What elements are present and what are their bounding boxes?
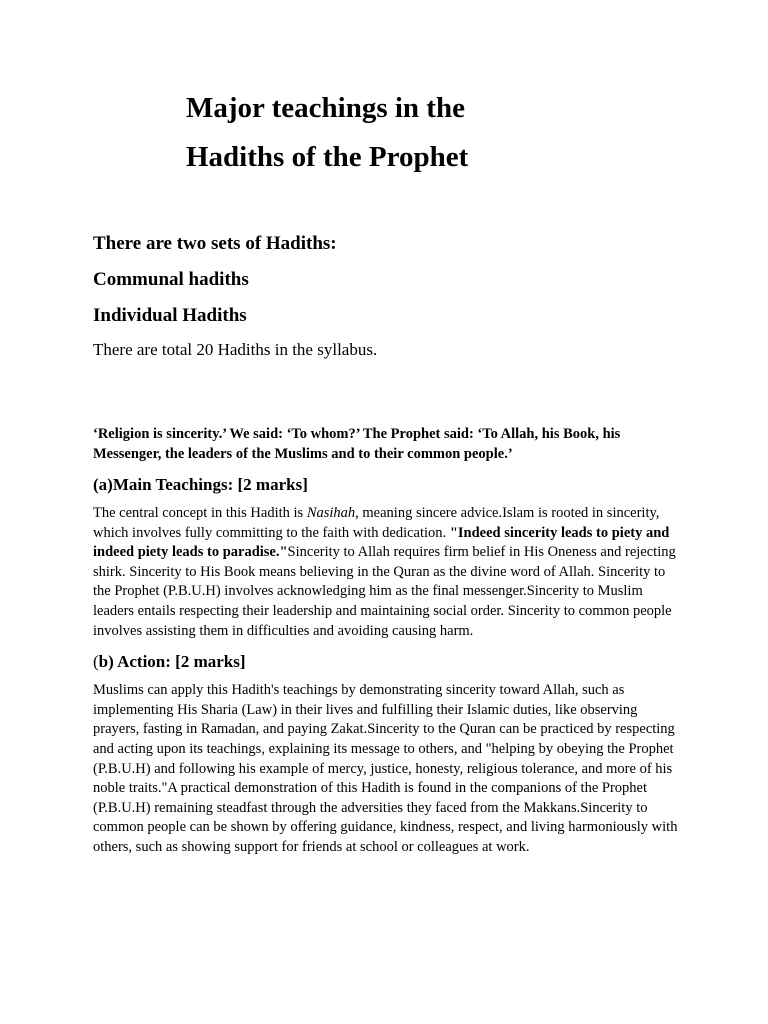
section-a-text-after-term: , meaning sincere advice.Islam is rooted in sincerity, which involves fully committing to the faith with dedication. xyxy=(93,505,660,541)
section-b-heading-paren: ( xyxy=(93,652,99,672)
title-block xyxy=(186,84,606,182)
section-b-heading xyxy=(93,650,683,674)
title-line-2: Hadiths of the Prophet xyxy=(186,141,469,173)
section-a-heading: (a)Main Teachings: [2 marks] xyxy=(93,475,308,494)
title-line-1: Major teachings in the xyxy=(186,92,465,124)
set-communal-heading: Communal hadiths xyxy=(93,269,249,290)
section-a-paragraph xyxy=(93,504,683,641)
hadith-quote: ‘Religion is sincerity.’ We said: ‘To whom?’ The Prophet said: ‘To Allah, his Book, his Messenger, the leaders of the Muslims and to their common people.’ xyxy=(93,426,621,462)
section-b-heading-text: b) Action: [2 marks] xyxy=(98,652,246,672)
section-a-text-end: Sincerity to Allah requires firm belief in His Oneness and rejecting shirk. Sincerity to His Book means believing in the Quran as the divine word of Allah. Sincerity to the Prophet (P.B.U.H) involves acknowledging him as the final messenger.Sincerity to Muslim leaders entails respecting their leadership and maintaining social order. Sincerity to common people involves assisting them in difficulties and avoiding causing harm. xyxy=(93,544,676,639)
section-b-paragraph: Muslims can apply this Hadith's teachings by demonstrating sincerity toward Allah, such as implementing His Sharia (Law) in their lives and fulfilling their Islamic duties, like observing prayers, fasting in Ramadan, and paying Zakat.Sincerity to the Quran can be practiced by respecting and acting upon its teachings, explaining its message to others, and "helping by obeying the Prophet (P.B.U.H) and following his example of mercy, justice, honesty, religious tolerance, and more of his noble traits."A practical demonstration of this Hadith is found in the companions of the Prophet (P.B.U.H) remaining steadfast through the adversities they faced from the Makkans.Sincerity to common people can be shown by offering guidance, kindness, respect, and living harmoniously with others, such as showing support for friends at school or colleagues at work. xyxy=(93,682,678,855)
section-a-text-start: The central concept in this Hadith is xyxy=(93,505,307,521)
sincerity-quote: "Indeed sincerity leads to piety and indeed piety leads to paradise." xyxy=(93,524,670,561)
nasihah-term: Nasihah xyxy=(306,505,356,521)
total-hadiths-text: There are total 20 Hadiths in the syllabus. xyxy=(93,340,378,359)
set-individual-heading: Individual Hadiths xyxy=(93,305,247,326)
sets-heading: There are two sets of Hadiths: xyxy=(93,233,337,254)
document-content xyxy=(93,231,683,858)
